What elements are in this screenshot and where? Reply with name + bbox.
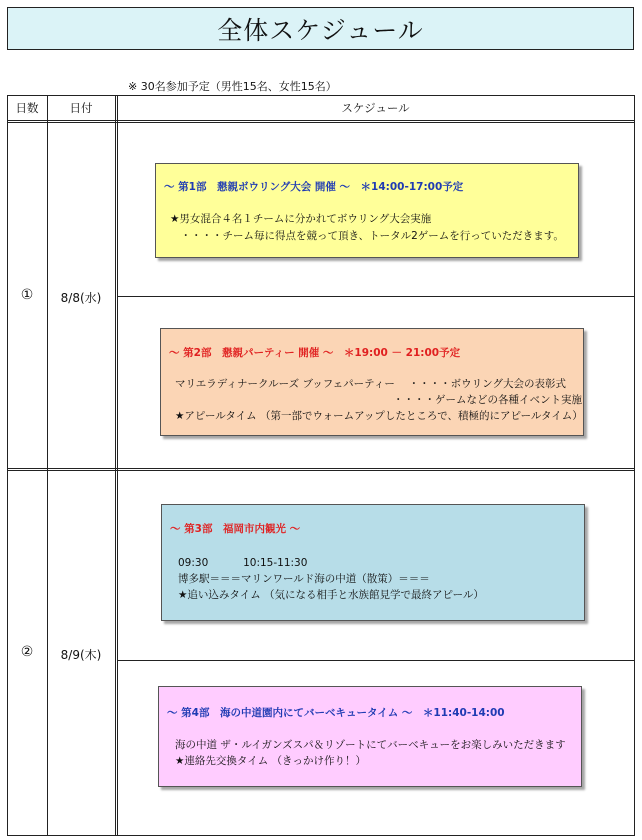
part4-line: ★連絡先交換タイム （きっかけ作り！） [175, 755, 367, 767]
part3-line: 09:30 10:15-11:30 [178, 557, 308, 569]
header-days: 日数 [15, 100, 39, 115]
day-date: 8/9(木) [60, 648, 102, 662]
header-schedule: スケジュール [341, 100, 410, 115]
part2-line: ★アピールタイム （第一部でウォームアップしたところで、積極的にアピールタイム） [175, 410, 583, 422]
row-divider [7, 468, 635, 469]
header-bottom-border [7, 120, 635, 121]
part-divider [117, 660, 635, 661]
table-border-left [7, 95, 8, 836]
part2-line: ・・・・ゲームなどの各種イベント実施 [393, 394, 582, 406]
column-divider [117, 95, 118, 836]
header-date: 日付 [69, 100, 93, 115]
column-divider [115, 95, 116, 836]
part4-box [158, 686, 582, 787]
part4-title: ～ 第4部 海の中道園内にてバーベキュータイム ～ ＊11:40-14:00 [167, 707, 505, 719]
part2-box [160, 328, 584, 436]
part3-box [161, 504, 585, 621]
part2-line: マリエラディナークルーズ ブッフェパーティー ・・・・ボウリング大会の表彰式 [175, 378, 566, 390]
table-border-right [634, 95, 635, 836]
day-number: ② [20, 644, 34, 660]
part3-line: 博多駅＝＝＝マリンワールド海の中道（散策）＝＝＝ [178, 573, 430, 585]
part1-box [155, 163, 579, 258]
day-date: 8/8(水) [60, 291, 102, 305]
page-title-banner [7, 7, 634, 50]
participants-note: ※ 30名参加予定（男性15名、女性15名） [128, 80, 337, 93]
row-divider [7, 470, 635, 471]
column-divider [47, 95, 48, 836]
part2-title: ～ 第2部 懇親パーティー 開催 ～ ＊19:00 － 21:00予定 [169, 347, 461, 359]
day-number: ① [20, 287, 34, 303]
part1-title: ～ 第1部 懇親ボウリング大会 開催 ～ ＊14:00-17:00予定 [164, 181, 464, 193]
part3-title: ～ 第3部 福岡市内観光 ～ [170, 523, 301, 535]
page-title: 全体スケジュール [217, 15, 424, 45]
part1-line: ・・・・チーム毎に得点を競って頂き、トータル2ゲームを行っていただきます。 [170, 230, 564, 242]
part-divider [117, 296, 635, 297]
table-border-bottom [7, 835, 635, 836]
part1-line: ★男女混合４名１チームに分かれてボウリング大会実施 [170, 213, 432, 225]
part4-line: 海の中道 ザ・ルイガンズスパ＆リゾートにてバーベキューをお楽しみいただきます [175, 739, 566, 751]
row-divider [7, 122, 635, 123]
part3-line: ★追い込みタイム （気になる相手と水族館見学で最終アピール） [178, 589, 484, 601]
